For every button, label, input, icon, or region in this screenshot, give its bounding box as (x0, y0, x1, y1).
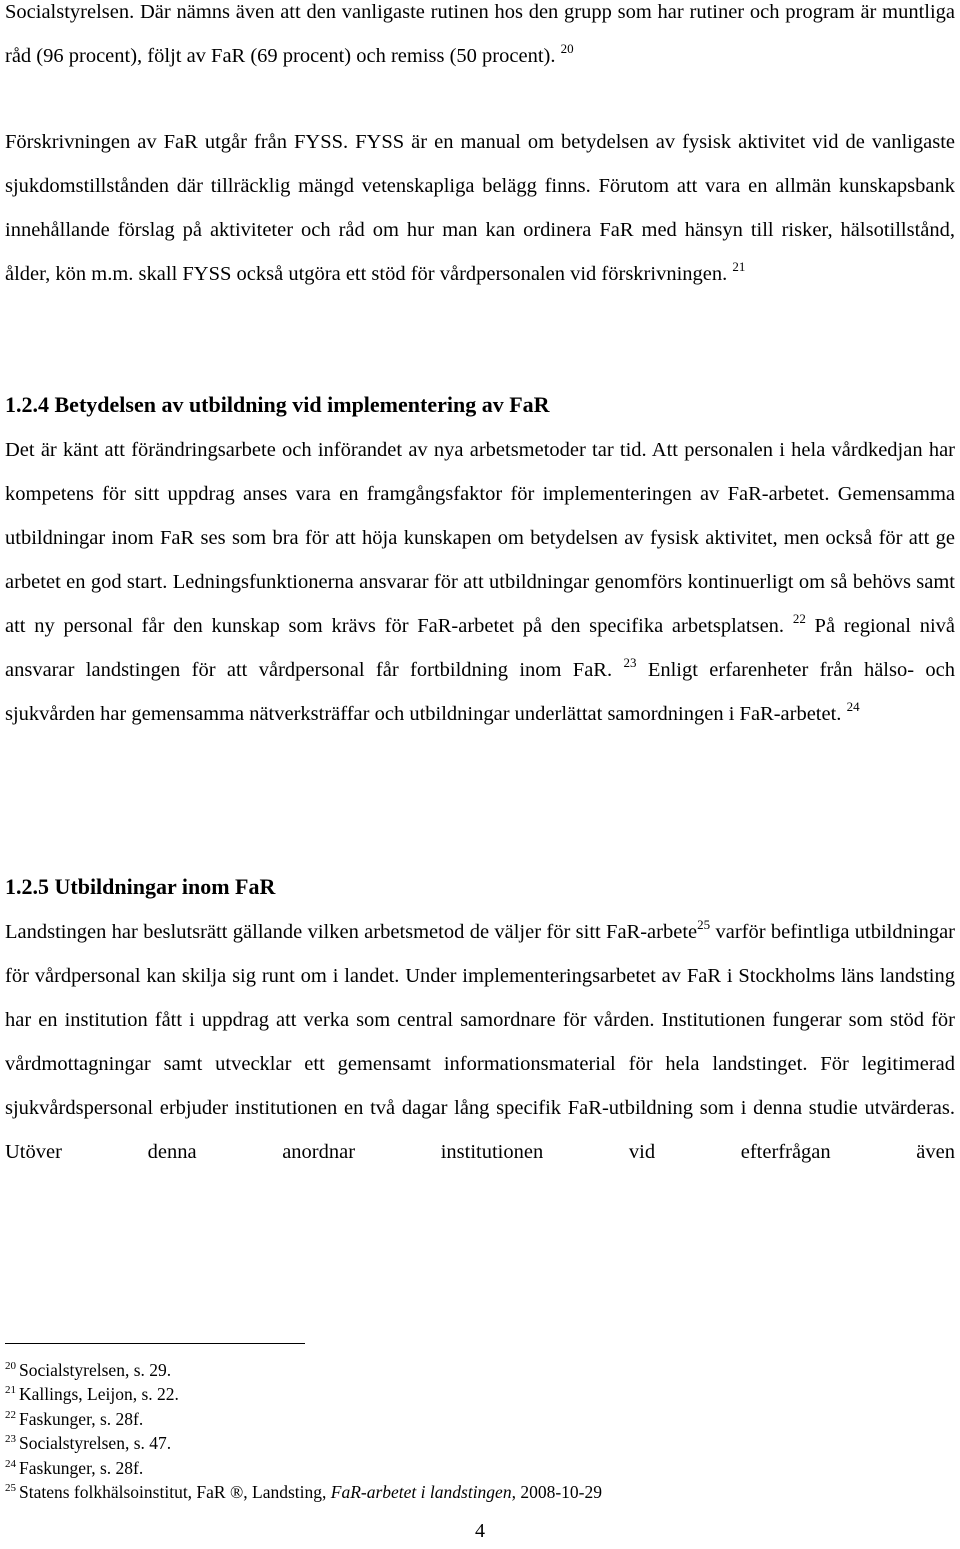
footnote-22 (5, 1407, 955, 1431)
paragraph-text: Socialstyrelsen. Där nämns även att den vanligaste rutinen hos den grupp som har rutiner och program är muntliga råd (96 procent), följt av FaR (69 procent) och remiss (50 procent). (5, 1, 955, 67)
paragraph-text: Det är känt att förändringsarbete och införandet av nya arbetsmetoder tar tid. Att personalen i hela vårdkedjan har kompetens för sitt uppdrag anses vara en framgångsfaktor för implementeringen av FaR-arbetet. Gemensamma utbildningar inom FaR ses som bra för att höja kunskapen om betydelsen av fysisk aktivitet, men också för att ge arbetet en god start. Ledningsfunktionerna ansvarar för att utbildningar genomförs kontinuerligt om så behövs samt att ny personal får den kunskap som krävs för FaR-arbetet på den specifika arbetsplatsen. (5, 439, 955, 637)
footnote-number: 21 (5, 1384, 16, 1397)
footnotes (5, 1358, 955, 1504)
footnote-ref: 25 (697, 917, 711, 932)
footnote-date: 2008-10-29 (515, 1482, 602, 1503)
paragraph-text: På regional nivå ansvarar landstingen för att vårdpersonal får fortbildning inom FaR. (5, 615, 955, 681)
paragraph-utbildning (5, 428, 955, 736)
footnote-text: Socialstyrelsen, s. 29. (19, 1360, 172, 1380)
footnote-number: 22 (5, 1408, 16, 1421)
footnote-ref: 22 (792, 611, 806, 626)
footnote-25 (5, 1480, 955, 1504)
footnote-text: Faskunger, s. 28f. (19, 1408, 144, 1429)
paragraph-fyss (5, 120, 955, 296)
footnote-number: 25 (5, 1482, 16, 1495)
footnote-number: 24 (5, 1457, 16, 1470)
section-heading-1-2-5: 1.2.5 Utbildningar inom FaR (5, 874, 276, 899)
footnote-21 (5, 1382, 955, 1406)
footnote-number: 23 (5, 1433, 16, 1446)
paragraph-socialstyrelsen (5, 0, 955, 78)
page-number: 4 (475, 1520, 485, 1542)
footnote-23 (5, 1431, 955, 1455)
footnote-title: FaR-arbetet i landstingen, (330, 1482, 516, 1503)
footnote-number: 20 (5, 1360, 16, 1372)
footnote-separator (5, 1343, 305, 1344)
footnote-ref: 20 (560, 41, 574, 56)
footnote-text: Faskunger, s. 28f. (19, 1457, 144, 1478)
footnote-ref: 23 (623, 655, 637, 670)
footnote-ref: 24 (846, 699, 860, 714)
footnote-20 (5, 1358, 955, 1382)
paragraph-text: Enligt erfarenheter från hälso- och sjukvården har gemensamma nätverksträffar och utbildningar underlättat samordningen i FaR-arbetet. (5, 659, 956, 725)
footnote-text: Kallings, Leijon, s. 22. (19, 1384, 179, 1405)
footnote-ref: 21 (732, 259, 746, 274)
footnote-text: Socialstyrelsen, s. 47. (19, 1433, 172, 1454)
footnote-text: Statens folkhälsoinstitut, FaR ®, Landsting, (19, 1482, 331, 1503)
section-heading-1-2-4: 1.2.4 Betydelsen av utbildning vid implementering av FaR (5, 392, 550, 417)
footnote-24 (5, 1456, 955, 1480)
paragraph-utbildningar (5, 910, 955, 1174)
paragraph-text: Landstingen har beslutsrätt gällande vilken arbetsmetod de väljer för sitt FaR-arbete (5, 921, 698, 943)
paragraph-text: varför befintliga utbildningar för vårdpersonal kan skilja sig runt om i landet. Under implementeringsarbetet av FaR i Stockholms läns landsting har en institution fått i uppdrag att verka som central samordnare för vården. Institutionen fungerar som stöd för vårdmottagningar samt utvecklar ett gemensamt informationsmaterial för hela landstinget. För legitimerad sjukvårdspersonal erbjuder institutionen en två dagar lång specifik FaR-utbildning som i denna studie utvärderas. Utöver denna anordnar institutionen vid efterfrågan även (5, 921, 955, 1163)
paragraph-text: Förskrivningen av FaR utgår från FYSS. FYSS är en manual om betydelsen av fysisk aktivitet vid de vanligaste sjukdomstillstånden där tillräcklig mängd vetenskapliga belägg finns. Förutom att vara en allmän kunskapsbank innehållande förslag på aktiviteter och råd om hur man kan ordinera FaR med hänsyn till risker, hälsotillstånd, ålder, kön m.m. skall FYSS också utgöra ett stöd för vårdpersonalen vid förskrivningen. (5, 131, 955, 285)
